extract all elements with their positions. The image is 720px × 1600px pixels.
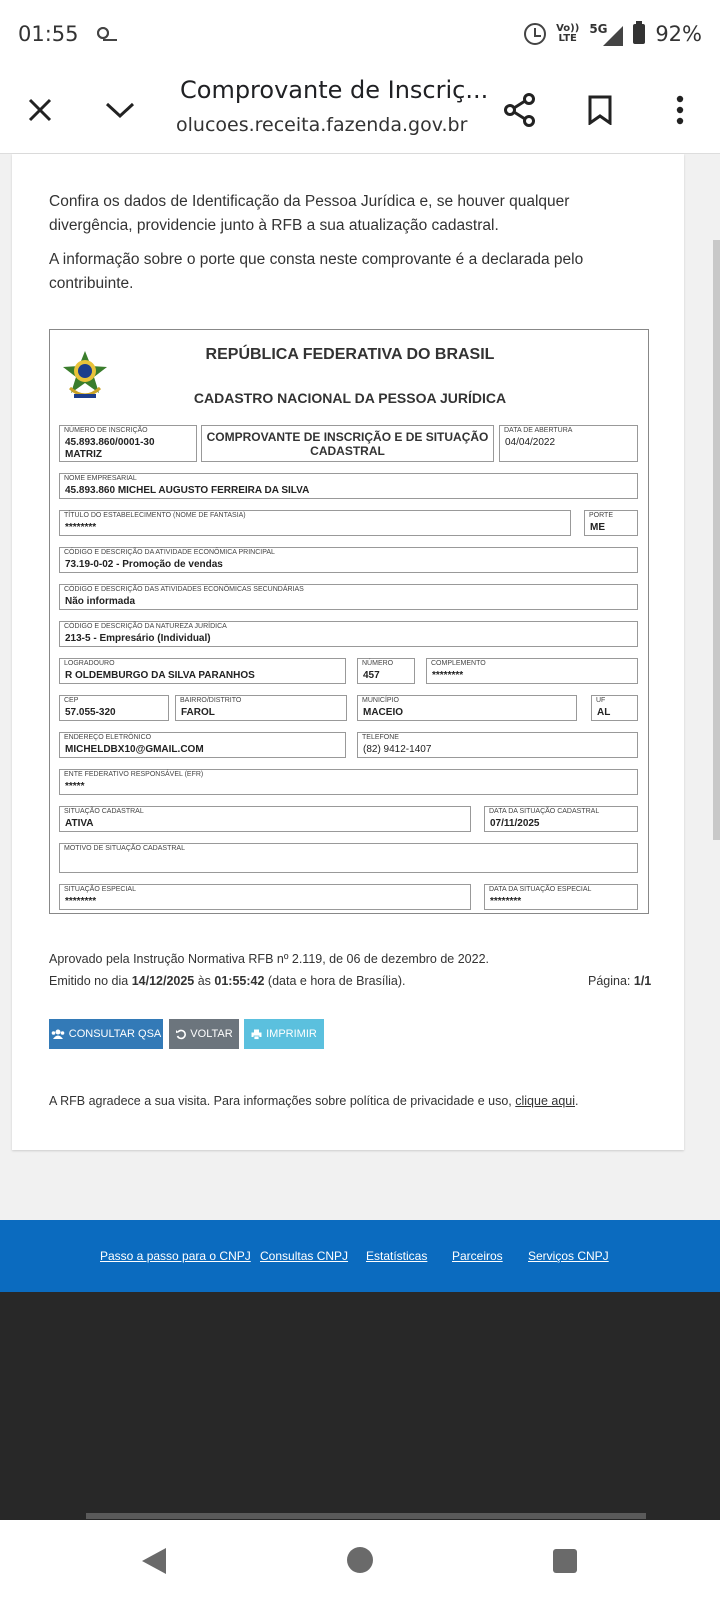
site-footer	[0, 1220, 720, 1292]
cep-label: CEP	[64, 697, 79, 704]
content-card	[12, 154, 684, 1150]
volte-top: Vo))	[556, 23, 580, 34]
footer-link-consultas[interactable]: Consultas CNPJ	[260, 1249, 349, 1263]
telefone-label: TELEFONE	[362, 734, 399, 741]
emitido-time: 01:55:42	[214, 974, 265, 988]
voltar-label: VOLTAR	[190, 1028, 233, 1040]
intro-paragraph-1: Confira os dados de Identificação da Pessoa Jurídica e, se houver qualquer divergência, providencie junto à RFB a sua atualização cadastral.	[49, 193, 570, 234]
atividades-secundarias-label: CÓDIGO E DESCRIÇÃO DAS ATIVIDADES ECONÔMICAS SECUNDÁRIAS	[64, 586, 304, 593]
porte-value: ME	[590, 522, 605, 533]
atividade-principal-field	[59, 547, 638, 573]
status-time: 01:55	[18, 22, 79, 46]
email-value: MICHELDBX10@GMAIL.COM	[65, 744, 204, 755]
horizontal-scroll-indicator	[86, 1513, 646, 1519]
emitido-suffix: (data e hora de Brasília).	[264, 974, 406, 988]
porte-field	[584, 510, 638, 536]
undo-icon	[175, 1029, 186, 1040]
comprovante-title: COMPROVANTE DE INSCRIÇÃO E DE SITUAÇÃO CADASTRAL	[206, 430, 489, 458]
nome-value: 45.893.860 MICHEL AUGUSTO FERREIRA DA SILVA	[65, 485, 310, 496]
motivo-label: MOTIVO DE SITUAÇÃO CADASTRAL	[64, 845, 185, 852]
natureza-label: CÓDIGO E DESCRIÇÃO DA NATUREZA JURÍDICA	[64, 623, 227, 630]
inscricao-tipo: MATRIZ	[65, 449, 103, 460]
network-type: 5G	[589, 22, 608, 36]
volte-bottom: LTE	[558, 33, 577, 44]
inscricao-value: 45.893.860/0001-30	[65, 437, 155, 448]
emitido-prefix: Emitido no dia	[49, 974, 132, 988]
system-nav-bar	[0, 1520, 720, 1600]
recents-icon[interactable]	[552, 1548, 578, 1574]
volte-indicator	[556, 24, 579, 44]
status-bar	[0, 0, 720, 68]
motivo-situacao-field	[59, 843, 638, 873]
abertura-label: DATA DE ABERTURA	[504, 427, 573, 434]
data-especial-value: ********	[490, 896, 522, 907]
close-icon[interactable]	[18, 88, 62, 132]
numero-value: 457	[363, 670, 380, 681]
situacao-cadastral-field	[59, 806, 471, 832]
battery-percent: 92%	[655, 22, 702, 46]
atividades-secundarias-value: Não informada	[65, 596, 136, 607]
cep-value: 57.055-320	[65, 707, 116, 718]
situacao-label: SITUAÇÃO CADASTRAL	[64, 808, 144, 815]
share-icon[interactable]	[498, 88, 542, 132]
comprovante-title-box	[201, 425, 494, 462]
battery-icon	[633, 24, 645, 44]
municipio-label: MUNICÍPIO	[362, 697, 399, 704]
logradouro-field	[59, 658, 346, 684]
voltar-button[interactable]	[169, 1019, 239, 1049]
efr-value: *****	[65, 781, 85, 792]
back-icon[interactable]	[140, 1546, 168, 1576]
bairro-value: FAROL	[181, 707, 215, 718]
emitido-mid: às	[194, 974, 215, 988]
efr-field	[59, 769, 638, 795]
page-title[interactable]: Comprovante de Inscriç...	[180, 76, 489, 104]
data-especial-field	[484, 884, 638, 910]
document-subtitle: CADASTRO NACIONAL DA PESSOA JURÍDICA	[193, 390, 507, 406]
uf-label: UF	[596, 697, 606, 704]
data-especial-label: DATA DA SITUAÇÃO ESPECIAL	[489, 886, 592, 893]
dark-footer	[0, 1292, 720, 1520]
situacao-value: ATIVA	[65, 818, 94, 829]
footer-link-passo-a-passo[interactable]: Passo a passo para o CNPJ	[100, 1249, 251, 1263]
email-label: ENDEREÇO ELETRÔNICO	[64, 734, 152, 741]
aprovado-text: Aprovado pela Instrução Normativa RFB nº 2.119, de 06 de dezembro de 2022.	[49, 952, 490, 966]
emitido-date: 14/12/2025	[131, 974, 195, 988]
municipio-field	[357, 695, 577, 721]
thanks-main: A RFB agradece a sua visita. Para informações sobre política de privacidade e uso,	[49, 1094, 516, 1108]
pagina-value: 1/1	[633, 974, 652, 988]
pagina-label: Página:	[588, 974, 634, 988]
consultar-qsa-button[interactable]	[49, 1019, 163, 1049]
imprimir-button[interactable]	[244, 1019, 324, 1049]
emitido-text	[49, 974, 406, 988]
telefone-value: (82) 9412-1407	[363, 744, 432, 755]
complemento-field	[426, 658, 638, 684]
telefone-field	[357, 732, 638, 758]
bookmark-icon[interactable]	[578, 88, 622, 132]
footer-link-parceiros[interactable]: Parceiros	[452, 1249, 503, 1263]
footer-link-servicos[interactable]: Serviços CNPJ	[528, 1249, 609, 1263]
browser-toolbar	[0, 68, 720, 154]
fantasia-label: TÍTULO DO ESTABELECIMENTO (NOME DE FANTASIA)	[64, 512, 246, 519]
data-situacao-value: 07/11/2025	[490, 818, 540, 829]
situacao-especial-value: ********	[65, 896, 97, 907]
atividade-principal-label: CÓDIGO E DESCRIÇÃO DA ATIVIDADE ECONÔMICA PRINCIPAL	[64, 549, 275, 556]
nome-empresarial-field	[59, 473, 638, 499]
cnpj-document	[49, 329, 649, 914]
inscricao-field	[59, 425, 197, 462]
complemento-value: ********	[432, 670, 464, 681]
logradouro-label: LOGRADOURO	[64, 660, 115, 667]
bairro-field	[175, 695, 347, 721]
email-field	[59, 732, 346, 758]
more-options-icon[interactable]	[658, 88, 702, 132]
document-title: REPÚBLICA FEDERATIVA DO BRASIL	[205, 346, 495, 363]
consultar-qsa-label: CONSULTAR QSA	[68, 1028, 162, 1040]
home-icon[interactable]	[346, 1546, 374, 1574]
intro-paragraph-2: A informação sobre o porte que consta neste comprovante é a declarada pelo contribuinte.	[49, 251, 584, 292]
alarm-icon	[524, 23, 546, 45]
uf-value: AL	[597, 707, 611, 718]
print-icon	[251, 1029, 262, 1040]
municipio-value: MACEIO	[363, 707, 403, 718]
uf-field	[591, 695, 638, 721]
nome-fantasia-field	[59, 510, 571, 536]
footer-link-estatisticas[interactable]: Estatísticas	[366, 1249, 428, 1263]
chevron-down-icon[interactable]	[98, 88, 142, 132]
bairro-label: BAIRRO/DISTRITO	[180, 697, 242, 704]
voicemail-icon	[97, 27, 123, 41]
imprimir-label: IMPRIMIR	[266, 1028, 317, 1040]
abertura-value: 04/04/2022	[505, 437, 556, 448]
porte-label: PORTE	[589, 512, 613, 519]
efr-label: ENTE FEDERATIVO RESPONSÁVEL (EFR)	[64, 771, 204, 778]
fantasia-value: ********	[65, 522, 97, 533]
nome-label: NOME EMPRESARIAL	[64, 475, 137, 482]
numero-field	[357, 658, 415, 684]
signal-icon	[589, 22, 623, 46]
atividade-principal-value: 73.19-0-02 - Promoção de vendas	[65, 559, 223, 570]
data-situacao-label: DATA DA SITUAÇÃO CADASTRAL	[489, 808, 600, 815]
numero-label: NÚMERO	[362, 660, 394, 667]
complemento-label: COMPLEMENTO	[431, 660, 486, 667]
privacy-link[interactable]: clique aqui	[515, 1094, 575, 1108]
abertura-field	[499, 425, 638, 462]
data-situacao-field	[484, 806, 638, 832]
situacao-especial-label: SITUAÇÃO ESPECIAL	[64, 886, 136, 893]
natureza-value: 213-5 - Empresário (Individual)	[65, 633, 211, 644]
scrollbar[interactable]	[713, 240, 720, 840]
atividades-secundarias-field	[59, 584, 638, 610]
situacao-especial-field	[59, 884, 471, 910]
logradouro-value: R OLDEMBURGO DA SILVA PARANHOS	[65, 670, 255, 681]
pagina-text	[588, 974, 651, 988]
thanks-text	[49, 1094, 578, 1108]
cep-field	[59, 695, 169, 721]
users-icon	[51, 1029, 65, 1039]
thanks-end: .	[575, 1094, 579, 1108]
page-url[interactable]: olucoes.receita.fazenda.gov.br	[176, 114, 468, 136]
natureza-juridica-field	[59, 621, 638, 647]
inscricao-label: NÚMERO DE INSCRIÇÃO	[64, 427, 148, 434]
